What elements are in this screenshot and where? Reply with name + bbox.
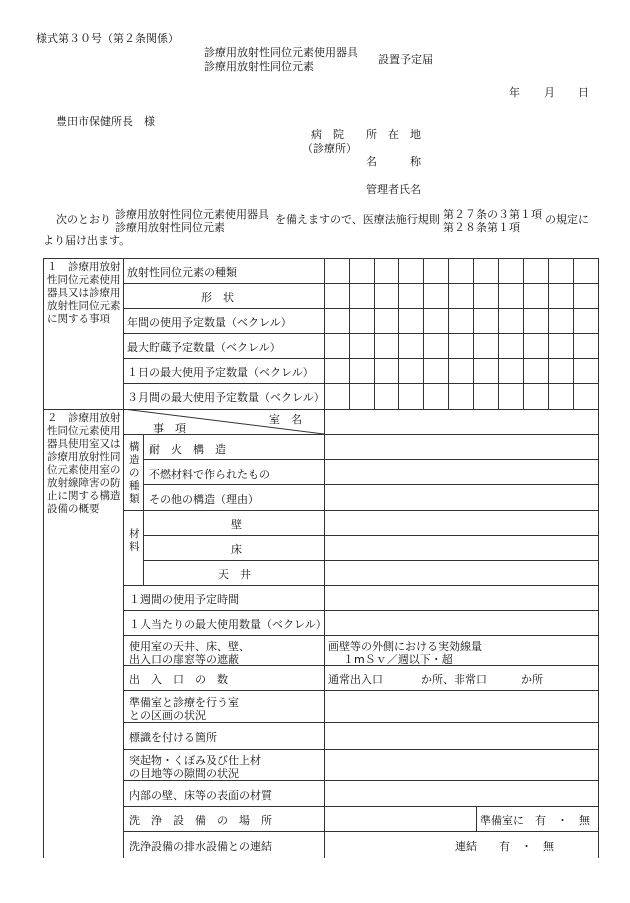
date-day: 日: [578, 86, 589, 99]
address-label: 所 在 地: [366, 128, 421, 141]
name-label: 名 称: [366, 155, 421, 168]
title-line-1: 診療用放射性同位元素使用器具: [204, 46, 358, 59]
hospital-label: 病 院: [311, 128, 344, 141]
intro-suffix: の規定に: [545, 213, 589, 226]
weekly-use-time-label: １週間の使用予定時間: [129, 593, 239, 606]
form-table: [43, 258, 599, 858]
intro-law-1: 第２７条の３第１項: [443, 208, 542, 221]
material-label: 材料: [129, 528, 140, 553]
s1-row-2: 形 状: [201, 291, 234, 304]
intro-law-2: 第２８条第１項: [443, 221, 520, 234]
structure-row-3: その他の構造（理由）: [149, 493, 259, 506]
shield-label-2: 出入口の扉窓等の遮蔽: [129, 653, 239, 666]
section-1-heading: １ 診療用放射性同位元素使用器具又は診療用放射性同位元素に関する事項: [47, 261, 121, 325]
drain-connection-label: 洗浄設備の排水設備との連結: [129, 840, 272, 853]
entrance-emergency: か所、非常口: [421, 673, 487, 686]
shield-label-1: 使用室の天井、床、壁、: [129, 640, 250, 653]
entrance-count-unit: か所: [521, 673, 543, 686]
section-2-heading: ２ 診療用放射性同位元素使用器具使用室又は診療用放射性同位元素使用室の放射線障害の防止に関する構造設備の概要: [47, 412, 121, 515]
prep-room-label-2: との区画の状況: [129, 709, 206, 722]
surface-material-label: 内部の壁、床等の表面の材質: [129, 789, 272, 802]
protrusion-label-1: 突起物・くぼみ及び仕上材: [129, 754, 261, 767]
date-year: 年: [509, 86, 520, 99]
intro-line-2: より届け出ます。: [43, 234, 131, 247]
entrance-normal: 通常出入口: [328, 673, 383, 686]
intro-item-2: 診療用放射性同位元素: [115, 221, 225, 234]
sign-location-label: 標識を付ける箇所: [129, 731, 217, 744]
clinic-label: （診療所）: [302, 142, 357, 155]
shield-value-1: 画壁等の外側における実効線量: [328, 640, 482, 653]
protrusion-label-2: の目地等の隙間の状況: [129, 767, 239, 780]
addressee: 豊田市保健所長 様: [56, 115, 155, 128]
material-ceiling: 天 井: [218, 568, 251, 581]
max-use-per-person-label: １人当たりの最大使用数量（ベクレル）: [129, 618, 327, 631]
room-name-label: 室 名: [269, 413, 302, 426]
intro-middle: を備えますので、医療法施行規則: [275, 213, 440, 226]
structure-type-label: 構造の種類: [129, 441, 140, 505]
s1-row-1: 放射性同位元素の種類: [127, 266, 237, 279]
wash-prep-room-value: 準備室に 有 ・ 無: [480, 814, 590, 827]
form-number: 様式第３０号（第２条関係）: [36, 32, 179, 45]
manager-label: 管理者氏名: [366, 183, 421, 196]
shield-value-2: １mＳｖ／週以下・超: [343, 653, 453, 666]
date-month: 月: [544, 86, 555, 99]
title-line-2: 診療用放射性同位元素: [204, 60, 314, 73]
material-floor: 床: [231, 543, 242, 556]
intro-item-1: 診療用放射性同位元素使用器具: [115, 208, 269, 221]
prep-room-label-1: 準備室と診療を行う室: [129, 696, 239, 709]
entrance-count-label: 出 入 口 の 数: [129, 673, 228, 686]
structure-row-1: 耐 火 構 造: [149, 443, 226, 456]
title-suffix: 設置予定届: [378, 53, 433, 66]
intro-prefix: 次のとおり: [56, 213, 111, 226]
structure-row-2: 不燃材料で作られたもの: [149, 468, 270, 481]
s1-row-4: 最大貯蔵予定数量（ベクレル）: [127, 341, 281, 354]
drain-connection-value: 連結 有 ・ 無: [455, 840, 554, 853]
item-label: 事 項: [153, 422, 186, 435]
wash-location-label: 洗 浄 設 備 の 場 所: [129, 814, 272, 827]
s1-row-5: １日の最大使用予定数量（ベクレル）: [127, 366, 314, 379]
s1-row-6: ３月間の最大使用予定数量（ベクレル）: [127, 391, 325, 404]
s1-row-3: 年間の使用予定数量（ベクレル）: [127, 316, 292, 329]
material-wall: 壁: [231, 518, 242, 531]
